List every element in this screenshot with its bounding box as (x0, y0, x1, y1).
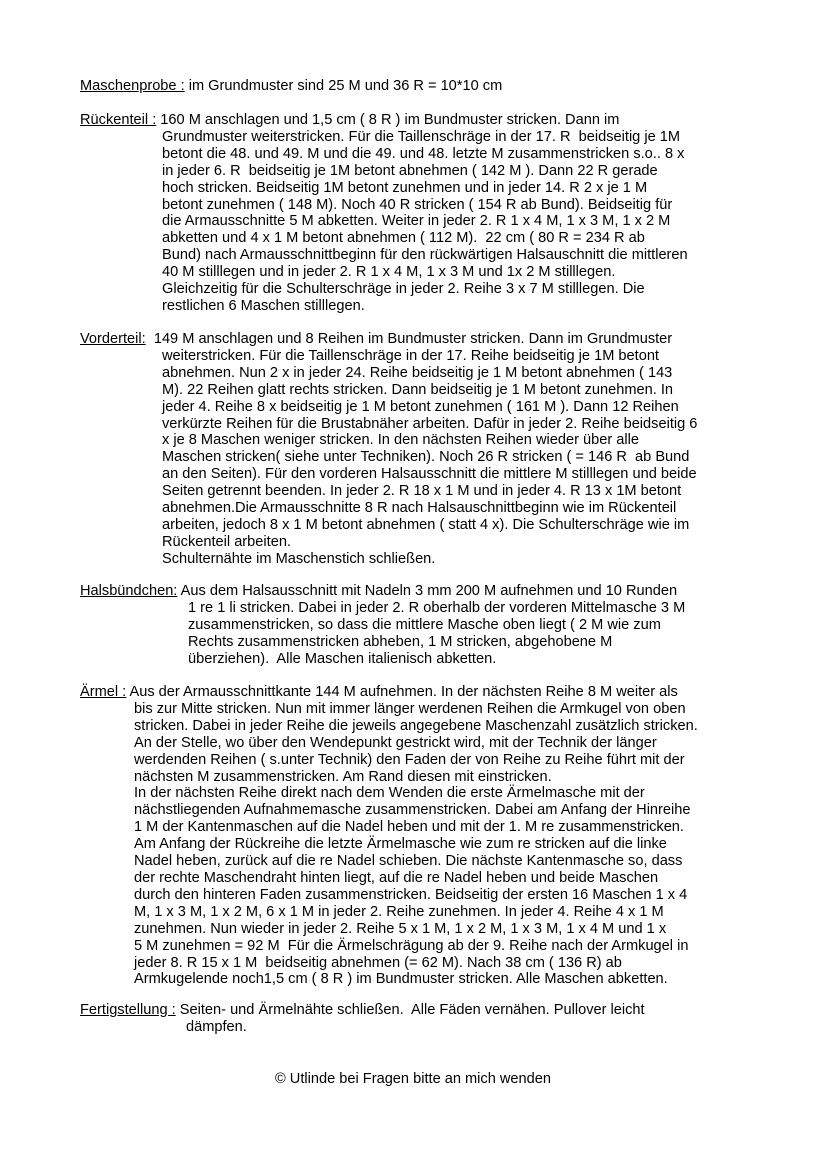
section-line: weiterstricken. Für die Taillenschräge in der 17. Reihe beidseitig je 1M betont (162, 347, 659, 364)
section-line: Grundmuster weiterstricken. Für die Taillenschräge in der 17. R beidseitig je 1M (162, 128, 681, 145)
section-line: zusammenstricken, so dass die mittlere Masche oben liegt ( 2 M wie zum (188, 616, 661, 633)
section-line: betont zunehmen ( 148 M). Noch 40 R stricken ( 154 R ab Bund). Beidseitig für (162, 196, 673, 213)
section-line: nächsten M zusammenstricken. Am Rand diesen mit einstricken. (134, 768, 552, 785)
section-aermel (80, 684, 766, 988)
section-line: abnehmen.Die Armausschnitte 8 R nach Halsauschnittbeginn wie im Rückenteil (162, 500, 677, 517)
section-text: 160 M anschlagen und 1,5 cm ( 8 R ) im Bundmuster stricken. Dann im (156, 112, 620, 128)
section-text: Seiten- und Ärmelnähte schließen. Alle Fäden vernähen. Pullover leicht (175, 1002, 645, 1018)
section-line: 5 M zunehmen = 92 M Für die Ärmelschrägung ab der 9. Reihe nach der Armkugel in (134, 937, 689, 954)
section-first-line (80, 1002, 766, 1019)
section-line: In der nächsten Reihe direkt nach dem Wenden die erste Ärmelmasche mit der (134, 785, 645, 802)
section-line: nächstliegenden Aufnahmemasche zusammenstricken. Dabei am Anfang der Hinreihe (134, 802, 691, 819)
section-first-line (80, 331, 766, 348)
section-line: hoch stricken. Beidseitig 1M betont zunehmen und in jeder 14. R 2 x je 1 M (162, 179, 648, 196)
section-line: zunehmen. Nun wieder in jeder 2. Reihe 5 x 1 M, 1 x 2 M, 1 x 3 M, 1 x 4 M und 1 x (134, 920, 667, 937)
section-halsbuendchen (80, 583, 766, 668)
section-line: An der Stelle, wo über den Wendepunkt gestrickt wird, mit der Technik der länger (134, 734, 657, 751)
section-first-line (80, 583, 766, 600)
section-first-line (80, 112, 766, 129)
section-line: betont die 48. und 49. M und die 49. und 48. letzte M zusammenstricken s.o.. 8 x (162, 145, 685, 162)
section-fertigstellung (80, 1002, 766, 1036)
section-line: jeder 8. R 15 x 1 M beidseitig abnehmen (= 62 M). Nach 38 cm ( 136 R) ab (134, 954, 622, 971)
section-maschenprobe (80, 78, 766, 95)
section-vorderteil (80, 331, 766, 568)
section-line: abketten und 4 x 1 M betont abnehmen ( 112 M). 22 cm ( 80 R = 234 R ab (162, 230, 645, 247)
section-line: abnehmen. Nun 2 x in jeder 24. Reihe beidseitig je 1 M betont abnehmen ( 143 (162, 364, 673, 381)
section-line: dämpfen. (186, 1018, 247, 1035)
section-line: der rechte Maschendraht hinten liegt, auf die re Nadel heben und beide Maschen (134, 869, 659, 886)
section-line: an den Seiten). Für den vorderen Halsausschnitt die mittlere M stilllegen und beide (162, 466, 697, 483)
section-line: Maschen stricken( siehe unter Techniken). Noch 26 R stricken ( = 146 R ab Bund (162, 449, 690, 466)
section-line: werdenden Reihen ( s.unter Technik) den Faden der von Reihe zu Reihe führt mit der (134, 751, 685, 768)
section-line: 1 M der Kantenmaschen auf die Nadel heben und mit der 1. M re zusammenstricken. (134, 819, 684, 836)
section-label: Fertigstellung : (80, 1002, 176, 1018)
section-line: M). 22 Reihen glatt rechts stricken. Dann beidseitig je 1 M betont zunehmen. In (162, 381, 674, 398)
section-line: M, 1 x 3 M, 1 x 2 M, 6 x 1 M in jeder 2. Reihe zunehmen. In jeder 4. Reihe 4 x 1 M (134, 903, 664, 920)
section-label: Vorderteil: (80, 331, 146, 347)
section-line: arbeiten, jedoch 8 x 1 M betont abnehmen ( statt 4 x). Die Schulterschräge wie im (162, 516, 690, 533)
section-line: Am Anfang der Rückreihe die letzte Ärmelmasche wie zum re stricken auf die linke (134, 836, 667, 853)
section-line: Schulternähte im Maschenstich schließen. (162, 550, 436, 567)
section-line: Nadel heben, zurück auf die re Nadel schieben. Die nächste Kantenmasche so, dass (134, 853, 683, 870)
section-line: Gleichzeitig für die Schulterschräge in jeder 2. Reihe 3 x 7 M stilllegen. Die (162, 281, 645, 298)
section-text: im Grundmuster sind 25 M und 36 R = 10*10 cm (184, 78, 503, 94)
section-text: Aus dem Halsausschnitt mit Nadeln 3 mm 200 M aufnehmen und 10 Runden (177, 583, 678, 599)
section-text: Aus der Armausschnittkante 144 M aufnehmen. In der nächsten Reihe 8 M weiter als (126, 684, 678, 700)
section-line: x je 8 Maschen weniger stricken. In den nächsten Reihen wieder über alle (162, 432, 639, 449)
section-line: in jeder 6. R beidseitig je 1M betont abnehmen ( 142 M ). Dann 22 R gerade (162, 162, 658, 179)
section-rueckenteil (80, 112, 766, 315)
footer-copyright: © Utlinde bei Fragen bitte an mich wenden (274, 1071, 552, 1087)
section-line: 1 re 1 li stricken. Dabei in jeder 2. R oberhalb der vorderen Mittelmasche 3 M (188, 599, 686, 616)
section-line: restlichen 6 Maschen stilllegen. (162, 297, 365, 314)
section-label: Maschenprobe : (80, 78, 185, 94)
section-line: verkürzte Reihen für die Brustabnäher arbeiten. Dafür in jeder 2. Reihe beidseitig 6 (162, 415, 698, 432)
section-line: durch den hinteren Faden zusammenstricken. Beidseitig der ersten 16 Maschen 1 x 4 (134, 886, 688, 903)
section-line: Armkugelende noch1,5 cm ( 8 R ) im Bundmuster stricken. Alle Maschen abketten. (134, 971, 668, 988)
section-label: Halsbündchen: (80, 583, 178, 599)
section-line: Bund) nach Armausschnittbeginn für den rückwärtigen Halsauschnitt die mittleren (162, 247, 688, 264)
section-line: überziehen). Alle Maschen italienisch abketten. (188, 650, 497, 667)
section-line: stricken. Dabei in jeder Reihe die jeweils angegebene Maschenzahl zusätzlich stricken. (134, 717, 698, 734)
section-line: die Armausschnitte 5 M abketten. Weiter in jeder 2. R 1 x 4 M, 1 x 3 M, 1 x 2 M (162, 213, 671, 230)
section-first-line (80, 684, 766, 701)
section-line: Seiten getrennt beenden. In jeder 2. R 18 x 1 M und in jeder 4. R 13 x 1M betont (162, 483, 682, 500)
section-line: Rückenteil arbeiten. (162, 533, 291, 550)
section-label: Ärmel : (80, 684, 127, 700)
section-line: bis zur Mitte stricken. Nun mit immer länger werdenen Reihen die Armkugel von oben (134, 700, 686, 717)
section-text: 149 M anschlagen und 8 Reihen im Bundmuster stricken. Dann im Grundmuster (145, 331, 673, 347)
section-line: jeder 4. Reihe 8 x beidseitig je 1 M betont zunehmen ( 161 M ). Dann 12 Reihen (162, 398, 679, 415)
section-line: Rechts zusammenstricken abheben, 1 M stricken, abgehobene M (188, 633, 613, 650)
section-line: 40 M stilllegen und in jeder 2. R 1 x 4 M, 1 x 3 M und 1x 2 M stilllegen. (162, 264, 616, 281)
section-label: Rückenteil : (80, 112, 157, 128)
section-first-line (80, 78, 766, 95)
